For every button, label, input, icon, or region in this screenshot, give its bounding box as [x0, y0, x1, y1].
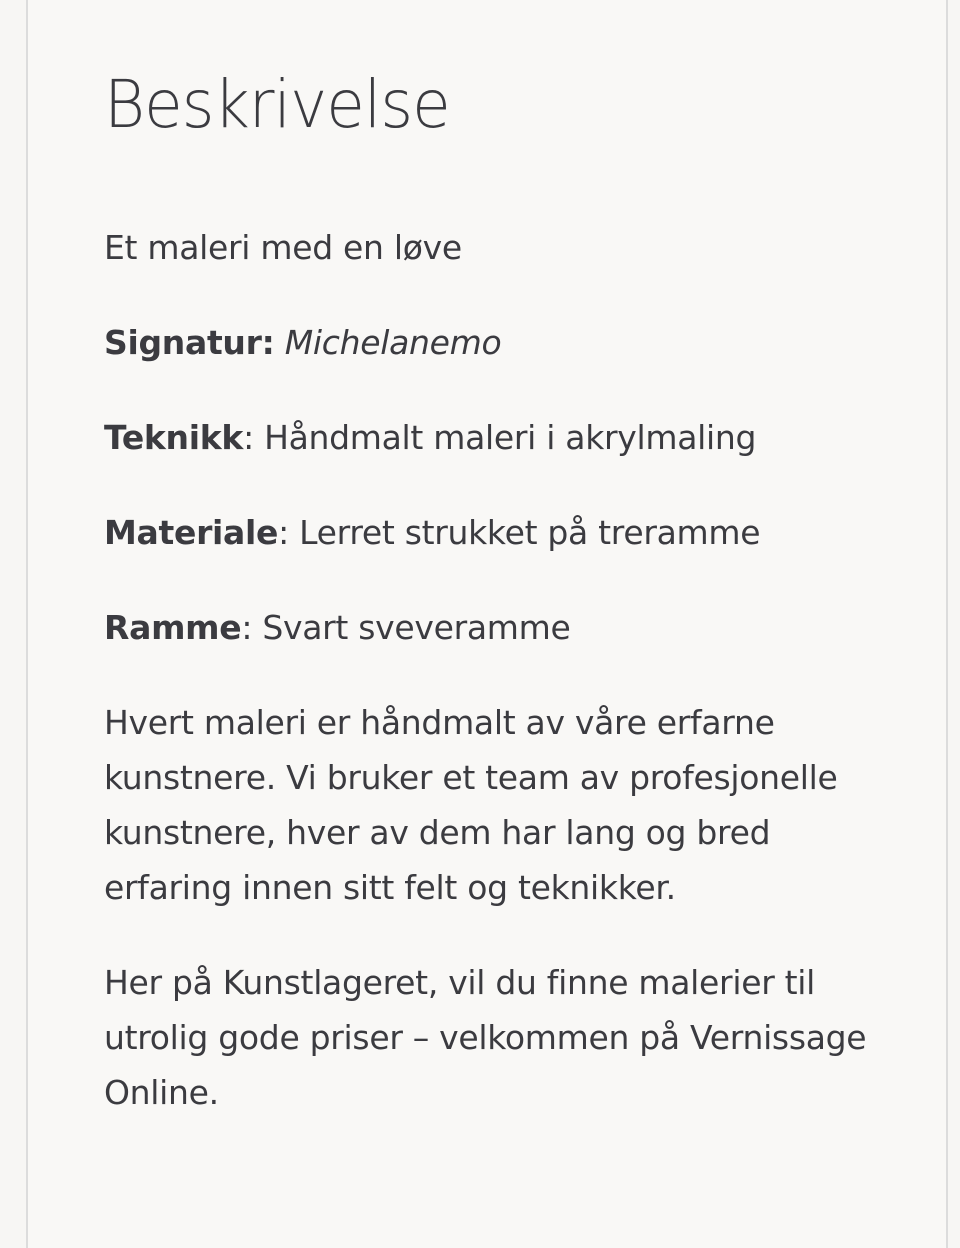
- intro-text: Et maleri med en løve: [104, 228, 462, 267]
- spec-value: Michelanemo: [284, 323, 502, 362]
- description-card: [26, 0, 948, 1248]
- section-heading: Beskrivelse: [104, 66, 450, 143]
- spec-label: Ramme: [104, 608, 242, 647]
- spec-value: Lerret strukket på treramme: [299, 513, 761, 552]
- spec-separator: [275, 323, 285, 362]
- spec-value: Svart sveveramme: [262, 608, 571, 647]
- description-content: [104, 220, 884, 1160]
- spec-material: [104, 505, 884, 560]
- spec-separator: :: [243, 418, 265, 457]
- spec-frame: [104, 600, 884, 655]
- spec-label: Signatur:: [104, 323, 275, 362]
- spec-label: Materiale: [104, 513, 279, 552]
- spec-label: Teknikk: [104, 418, 244, 457]
- spec-separator: :: [278, 513, 300, 552]
- body-paragraph: Hvert maleri er håndmalt av våre erfarne kunstnere. Vi bruker et team av profesjonelle kunstnere, hver av dem har lang og bred erfaring innen sitt felt og teknikker.: [104, 703, 838, 907]
- spec-signature: [104, 315, 884, 370]
- body-paragraph: Her på Kunstlageret, vil du finne malerier til utrolig gode priser – velkommen på Vernissage Online.: [104, 963, 867, 1112]
- spec-value: Håndmalt maleri i akrylmaling: [264, 418, 757, 457]
- spec-separator: :: [241, 608, 263, 647]
- spec-technique: [104, 410, 884, 465]
